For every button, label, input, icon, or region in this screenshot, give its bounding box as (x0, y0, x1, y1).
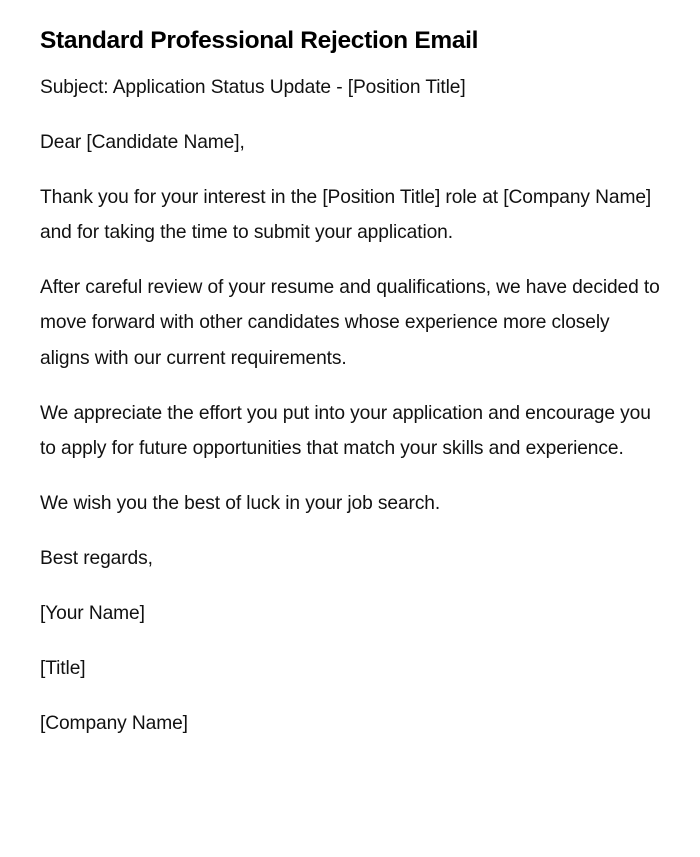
closing: Best regards, (40, 547, 153, 569)
body-paragraph-decision: After careful review of your resume and qualifications, we have decided to move forward with other candidates whose experience more closely aligns with our current requirements. (40, 277, 660, 369)
greeting: Dear [Candidate Name], (40, 132, 245, 153)
signature-company: [Company Name] (40, 712, 188, 734)
body-paragraph-wishes: We wish you the best of luck in your job search. (40, 492, 441, 514)
document-title: Standard Professional Rejection Email (40, 27, 479, 54)
signature-title: [Title] (40, 657, 86, 679)
subject-line: Subject: Application Status Update - [Position Title] (40, 77, 466, 98)
signature-name: [Your Name] (40, 602, 145, 624)
body-paragraph-encouragement: We appreciate the effort you put into your application and encourage you to apply for future opportunities that match your skills and experience. (40, 402, 651, 459)
body-paragraph-thanks: Thank you for your interest in the [Position Title] role at [Company Name] and for taking the time to submit your application. (40, 187, 652, 244)
